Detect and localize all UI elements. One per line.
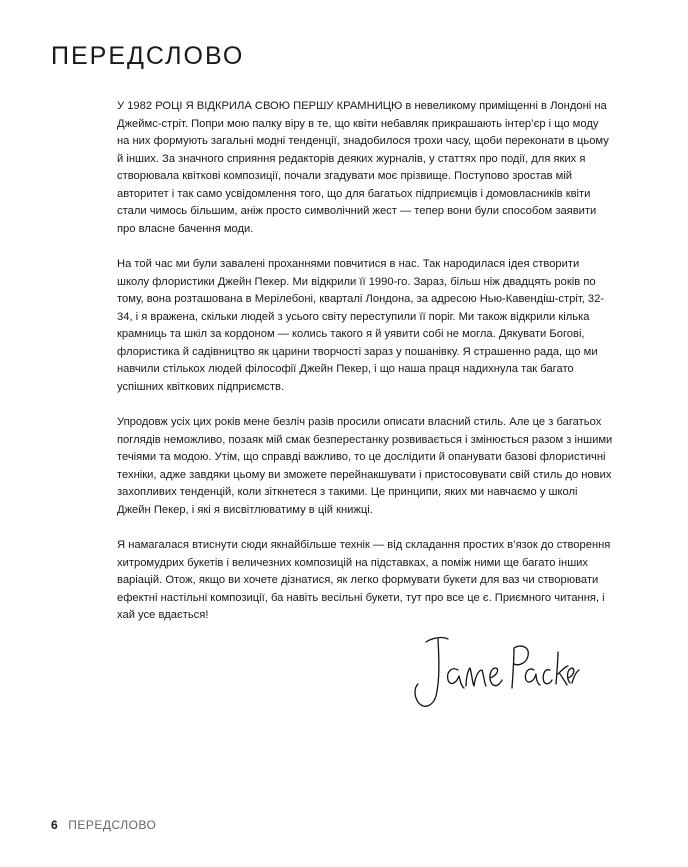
paragraph-2: На той час ми були завалені проханнями повчитися в нас. Так народилася ідея створити школу флористики Джейн Пекер. Ми відкрили її 1990-го. Зараз, більш ніж двадцять років по тому, вона розташована в Мерілебоні, кварталі Лондона, за адресою Нью-Кавендіш-стріт, 32-34, і я вражена, скільки людей з усього світу переступили її поріг. Ми також відкрили кілька крамниць та шкіл за кордоном — колись такого я й уявити собі не могла. Дякувати Богові, флористика й садівництво як царини творчості зараз у пошанівку. Я страшенно рада, що ми навчили стількох людей філософії Джейн Пекер, і що наша праця надихнула так багато успішних квіткових підприємств. [117, 258, 605, 393]
page-title: ПЕРЕДСЛОВО [51, 42, 245, 70]
running-title: ПЕРЕДСЛОВО [68, 818, 157, 832]
handwritten-signature [408, 630, 580, 712]
page-footer [51, 819, 156, 831]
paragraph-1 [117, 98, 613, 238]
paragraph-3: Упродовж усіх цих років мене безліч разів просили описати власний стиль. Але це з багатьох поглядів неможливо, позаяк мій смак безперестанку розвивається і змінюється разом з іншими течіями та модою. Утім, що справді важливо, то це дослідити й опанувати базові флористичні техніки, адже завдяки цьому ви зможете перейнакшувати і пристосовувати свій стиль до нових захопливих тенденцій, коли зіткнетеся з такими. Це принципи, яких ми навчаємо у школі Джейн Пекер, і які я висвітлюватиму в цій книжці. [117, 416, 613, 516]
paragraph-4: Я намагалася втиснути сюди якнайбільше технік — від складання простих в’язок до створення хитромудрих букетів і величезних композицій на підставках, а поміж ними ще багато інших варіацій. Отож, якщо ви хочете дізнатися, як легко формувати букети для ваз чи створювати ефектні настільні композиції, ба навіть весільні букети, тут про все це є. Приємного читання, і хай усе вдається! [117, 539, 611, 621]
paragraph-1-text: в невеликому приміщенні в Лондоні на Джеймс-стріт. Попри мою палку віру в те, що квіти небавляк прикрашають інтер’єр і що моду на них формують загальні модні тенденції, знадобилося трохи часу, щоби переконати в цьому й інших. За значного сприяння редакторів деяких журналів, у статтях про події, для яких я створювала квіткові композиції, почали згадувати моє прізвище. Поступово зростав мій авторитет і так само усвідомлення того, що для багатьох підприємців і домовласників квіти стали чимось більшим, аніж просто символічний жест — тепер вони були способом заявити про власне бачення моди. [117, 100, 609, 235]
foreword-body [117, 98, 613, 643]
lead-in-caps: У 1982 РОЦІ Я ВІДКРИЛА СВОЮ ПЕРШУ КРАМНИЦЮ [117, 100, 403, 112]
page-number: 6 [51, 818, 59, 832]
